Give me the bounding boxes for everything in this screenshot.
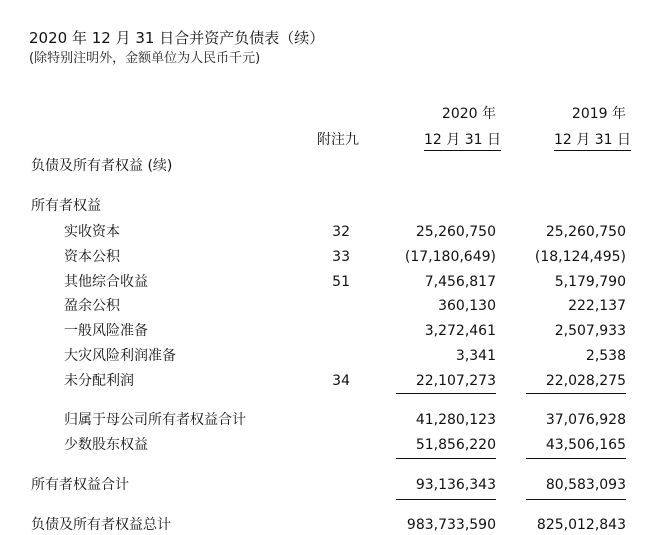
row-value-2019: 22,028,275 — [545, 373, 626, 389]
column-header-note: 附注九 — [317, 132, 359, 148]
row-value-2020: 22,107,273 — [415, 373, 496, 389]
row-value-2020: 360,130 — [438, 298, 496, 314]
row-label: 少数股东权益 — [64, 437, 148, 453]
column-header-2019-date: 12 月 31 日 — [554, 132, 631, 151]
row-label: 所有者权益 — [31, 198, 101, 214]
row-label: 资本公积 — [64, 249, 120, 265]
row-value-2019: 5,179,790 — [554, 274, 626, 290]
row-label: 负债及所有者权益 (续) — [31, 158, 173, 174]
row-label: 所有者权益合计 — [31, 477, 129, 493]
row-label: 大灾风险利润准备 — [64, 348, 176, 364]
row-label: 实收资本 — [64, 224, 120, 240]
column-header-2020-year: 2020 年 — [441, 106, 496, 122]
row-label: 归属于母公司所有者权益合计 — [64, 412, 246, 428]
row-note: 51 — [332, 274, 350, 290]
row-value-2019: 80,583,093 — [545, 477, 626, 493]
row-value-2019: 25,260,750 — [545, 224, 626, 240]
row-note: 32 — [332, 224, 350, 240]
subtotal-rule-2019 — [526, 393, 626, 394]
table-row — [0, 435, 654, 455]
table-row-grand-total — [0, 515, 654, 535]
row-value-2020: 3,341 — [455, 348, 496, 364]
grand-total-rule-2019 — [526, 499, 626, 500]
table-row — [0, 346, 654, 366]
row-value-2019: 37,076,928 — [545, 412, 626, 428]
table-row — [0, 321, 654, 341]
table-row — [0, 247, 654, 267]
row-value-2020: 41,280,123 — [415, 412, 496, 428]
subtotal-rule-2020 — [396, 393, 496, 394]
grand-total-rule-2020 — [396, 499, 496, 500]
column-header-2019-year: 2019 年 — [571, 106, 626, 122]
row-value-2020: 51,856,220 — [415, 437, 496, 453]
total-rule-2020 — [396, 458, 496, 459]
row-value-2019: 825,012,843 — [536, 517, 626, 533]
table-row — [0, 272, 654, 292]
table-row-equity-total — [0, 475, 654, 495]
row-note: 33 — [332, 249, 350, 265]
row-value-2020: 983,733,590 — [406, 517, 496, 533]
row-value-2019: 2,538 — [585, 348, 626, 364]
row-label: 负债及所有者权益总计 — [31, 517, 171, 533]
table-row-section-heading — [0, 156, 654, 176]
row-label: 其他综合收益 — [64, 274, 148, 290]
table-row — [0, 371, 654, 391]
page-title: 2020 年 12 月 31 日合并资产负债表（续） — [29, 29, 325, 47]
row-value-2020: 25,260,750 — [415, 224, 496, 240]
row-value-2019: (18,124,495) — [534, 249, 626, 265]
row-value-2020: 93,136,343 — [415, 477, 496, 493]
page-subtitle: (除特别注明外，金额单位为人民币千元) — [29, 51, 261, 66]
total-rule-2019 — [526, 458, 626, 459]
row-value-2019: 43,506,165 — [545, 437, 626, 453]
row-label: 一般风险准备 — [64, 323, 148, 339]
table-row-subtotal — [0, 410, 654, 430]
row-label: 未分配利润 — [64, 373, 134, 389]
row-label: 盈余公积 — [64, 298, 120, 314]
row-note: 34 — [332, 373, 350, 389]
row-value-2020: (17,180,649) — [404, 249, 496, 265]
row-value-2020: 7,456,817 — [424, 274, 496, 290]
row-value-2020: 3,272,461 — [424, 323, 496, 339]
row-value-2019: 2,507,933 — [554, 323, 626, 339]
table-row — [0, 296, 654, 316]
row-value-2019: 222,137 — [568, 298, 626, 314]
column-header-2020-date: 12 月 31 日 — [424, 132, 501, 151]
table-row — [0, 222, 654, 242]
table-row-equity-heading — [0, 196, 654, 216]
